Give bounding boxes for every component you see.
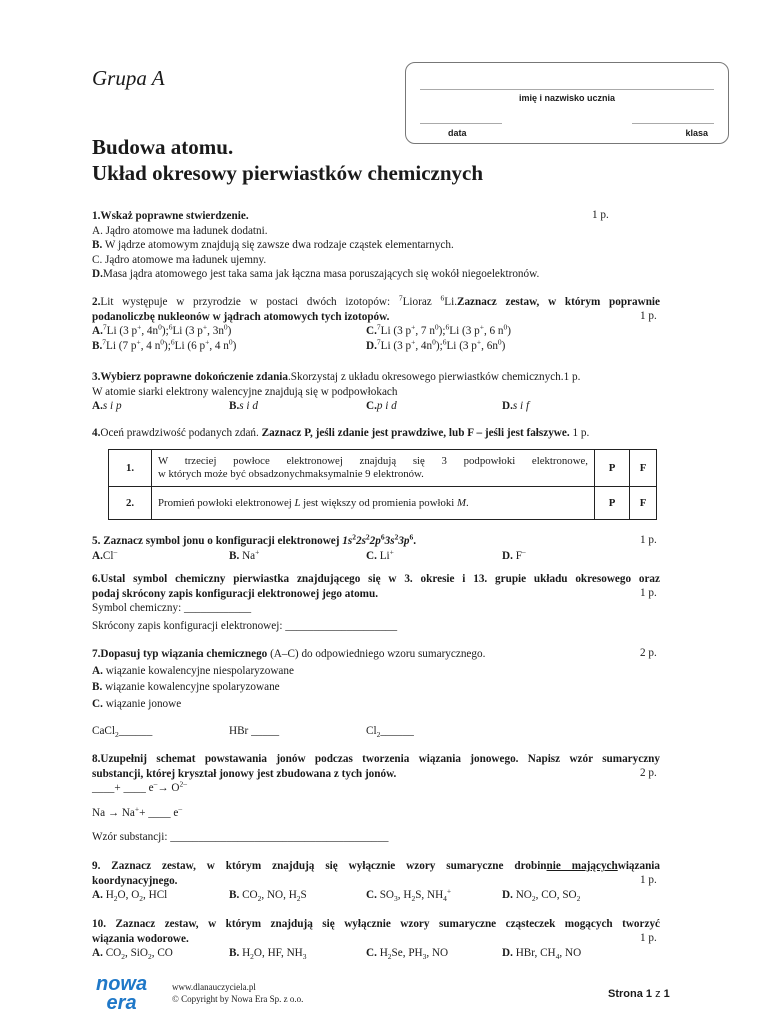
false-option-1[interactable]: F (630, 450, 657, 487)
question-4 (92, 426, 660, 441)
q1-option-d[interactable]: D.Masa jądra atomowego jest taka sama jak łączna masa poruszających się wokół niegoelektronów. (92, 268, 540, 281)
group-label: Grupa A (92, 66, 165, 90)
formula-field[interactable]: Wzór substancji: _______________________________________ (92, 831, 389, 844)
q9-option-d[interactable]: D. $NO_2$, CO, $SO_2$ (502, 889, 581, 904)
q10-option-a[interactable]: A. $CO_2$, SiO$_2$, CO (92, 947, 173, 962)
symbol-answer-field[interactable]: Symbol chemiczny: ____________ (92, 602, 252, 615)
question-1 (92, 209, 660, 282)
q9-option-b[interactable]: B. $CO_2$, NO, $H_2S$ (229, 889, 307, 904)
q1-option-a[interactable]: A. Jądro atomowe ma ładunek dodatni. (92, 224, 268, 237)
row-number: 2. (109, 487, 152, 520)
q10-points: 1 p. (640, 932, 657, 944)
cl2-answer[interactable]: $Cl_2$ ______ (366, 725, 414, 740)
q2-option-c[interactable]: C.$^7$Li (3 p+, 7 $n^0);^6Li$ (3 p+, 6 $n^0$) (366, 322, 511, 338)
title-line-2: Układ okresowy pierwiastków chemicznych (92, 161, 484, 185)
q5-option-c[interactable]: C. Li+ (366, 546, 394, 562)
q9-options (92, 888, 660, 903)
q5-options (92, 546, 660, 564)
page-number: Strona 1 z 1 (608, 988, 670, 1000)
q10-option-d[interactable]: D. HBr, $CH_4$, NO (502, 947, 582, 962)
title-line-1: Budowa atomu. (92, 135, 234, 159)
q2-options-row-2 (92, 339, 660, 354)
q3-option-d[interactable]: D.s i f (502, 400, 530, 413)
nowa-era-logo (96, 975, 147, 1013)
question-10-line-2: wiązania wodorowe. (92, 932, 189, 945)
question-3 (92, 370, 660, 414)
question-2-line-2: podanoliczbę nukleonów w jądrach atomowych tych izotopów. (92, 310, 390, 323)
false-option-2[interactable]: F (630, 487, 657, 520)
table-row (109, 487, 657, 520)
question-9-line-2: koordynacyjnego. (92, 874, 178, 887)
question-2 (92, 295, 660, 353)
q3-option-c[interactable]: C.p i d (366, 400, 397, 413)
config-answer-field[interactable]: Skrócony zapis konfiguracji elektronowej: ____________________ (92, 619, 398, 632)
q5-option-d[interactable]: D. F– (502, 546, 526, 562)
true-false-table (108, 449, 657, 520)
q7-points: 2 p. (640, 647, 657, 659)
question-7 (92, 647, 660, 739)
q5-option-a[interactable]: A.Cl– (92, 546, 118, 562)
name-label: imię i nazwisko ucznia (518, 93, 616, 103)
row-number: 1. (109, 450, 152, 487)
question-6-line-2: podaj skrócony zapis konfiguracji elektronowej jego atomu. (92, 587, 378, 600)
question-5-text: 5. Zaznacz symbol jonu o konfiguracji elektronowej $1s^22s^22p^63s^23p^6$. (92, 532, 417, 547)
question-4-text: 4.Oceń prawdziwość podanych zdań. Zaznacz P, jeśli zdanie jest prawdziwe, lub F – jeśli jest fałszywe. 1 p. (92, 427, 590, 439)
q1-option-c[interactable]: C. Jądro atomowe ma ładunek ujemny. (92, 253, 267, 266)
q7-answers (92, 724, 660, 739)
student-info-box (405, 62, 729, 144)
q3-option-a[interactable]: A.s i p (92, 400, 122, 413)
q5-points: 1 p. (640, 534, 657, 546)
hbr-answer[interactable]: HBr _____ (229, 725, 280, 738)
question-8-line-1: 8.Uzupełnij schemat powstawania jonów podczas tworzenia wiązania jonowego. Napisz wzór sumaryczny (92, 753, 660, 765)
question-10-line-1: 10. Zaznacz zestaw, w którym znajdują się wyłącznie wzory sumaryczne cząsteczek mogących tworzyć (92, 918, 660, 930)
name-line[interactable] (420, 89, 714, 90)
class-label: klasa (685, 128, 708, 138)
table-row (109, 450, 657, 487)
question-2-line-1: 2.Lit występuje w przyrodzie w postaci dwóch izotopów: $^7$Lioraz $^6$Li.Zaznacz zestaw, w którym poprawnie (92, 293, 660, 308)
date-label: data (448, 128, 467, 138)
footer-info (172, 981, 303, 1005)
q9-points: 1 p. (640, 874, 657, 886)
q3-options (92, 399, 660, 414)
question-8-line-2: substancji, której kryształ jonowy jest zbudowana z tych jonów. (92, 767, 397, 780)
q2-points: 1 p. (640, 310, 657, 322)
question-3-text: 3.Wybierz poprawne dokończenie zdania.Skorzystaj z układu okresowego pierwiastków chemicznych.1 p. (92, 371, 581, 383)
q3-option-b[interactable]: B.s i d (229, 400, 258, 413)
q10-option-c[interactable]: C. $H_2Se$, $PH_3$, NO (366, 947, 449, 962)
question-7-text: 7.Dopasuj typ wiązania chemicznego (A–C) do odpowiedniego wzoru sumarycznego. (92, 648, 486, 660)
footer-copyright: © Copyright by Nowa Era Sp. z o.o. (172, 994, 304, 1004)
q8-points: 2 p. (640, 767, 657, 779)
q2-option-a[interactable]: A.$^7$Li (3 p+, $4n^0);^6Li$ (3 p+, $3n^0$) (92, 322, 232, 338)
question-9 (92, 859, 660, 903)
statement-2: Promień powłoki elektronowej L jest większy od promienia powłoki M. (152, 487, 595, 520)
q7-option-a: A. wiązanie kowalencyjne niespolaryzowane (92, 664, 294, 677)
logo-word-1: nowa (96, 973, 148, 995)
q5-option-b[interactable]: B. Na+ (229, 546, 260, 562)
question-1-text: 1.Wskaż poprawne stwierdzenie. (92, 210, 249, 222)
date-line[interactable] (420, 123, 502, 124)
logo-word-2: era (106, 992, 137, 1014)
question-5 (92, 534, 660, 563)
true-option-2[interactable]: P (595, 487, 630, 520)
oxygen-scheme[interactable]: ____+ ____ $e^-\to O^{2-}$ (92, 779, 187, 795)
question-9-line-1: 9. Zaznacz zestaw, w którym znajdują się wyłącznie wzory sumaryczne drobinnie mającychwiązania (92, 860, 660, 872)
class-line[interactable] (632, 123, 714, 124)
question-10 (92, 917, 660, 961)
q2-option-b[interactable]: B.$^7$Li (7 p+, 4 $n^0);^6Li$ (6 p+, 4 $n^0$) (92, 337, 237, 352)
statement-1: W trzeciej powłoce elektronowej znajdują się 3 podpowłoki elektronowe, w których może być obsadzonychmaksymalnie 9 elektronów. (152, 450, 595, 487)
q9-option-a[interactable]: A. $H_2O$, $O_2$, HCl (92, 889, 168, 904)
q10-options (92, 946, 660, 961)
q7-option-c: C. wiązanie jonowe (92, 697, 182, 710)
footer-url[interactable]: www.dlanauczyciela.pl (172, 982, 256, 992)
q9-option-c[interactable]: C. $SO_3$, $H_2S$, $NH_4^+$ (366, 886, 452, 904)
q1-option-b[interactable]: B. W jądrze atomowym znajdują się zawsze dwa rodzaje cząstek elementarnych. (92, 239, 454, 252)
sodium-scheme[interactable]: Na → Na++ ____ e– (92, 804, 183, 819)
q1-points: 1 p. (592, 209, 609, 221)
cacl2-answer[interactable]: CaCl$_2$ ______ (92, 725, 153, 740)
question-3-line-2: W atomie siarki elektrony walencyjne znajdują się w podpowłokach (92, 385, 398, 398)
q6-points: 1 p. (640, 587, 657, 599)
q2-option-d[interactable]: D.$^7$Li (3 p+, $4n^0);^6Li$ (3 p+, $6n^0$) (366, 337, 506, 352)
q10-option-b[interactable]: B. $H_2O$, HF, $NH_3$ (229, 947, 307, 962)
question-6-line-1: 6.Ustal symbol chemiczny pierwiastka znajdującego się w 3. okresie i 13. grupie układu okresowego oraz (92, 573, 660, 585)
question-8 (92, 752, 660, 845)
question-6 (92, 572, 660, 633)
q7-option-b: B. wiązanie kowalencyjne spolaryzowane (92, 681, 280, 694)
true-option-1[interactable]: P (595, 450, 630, 487)
